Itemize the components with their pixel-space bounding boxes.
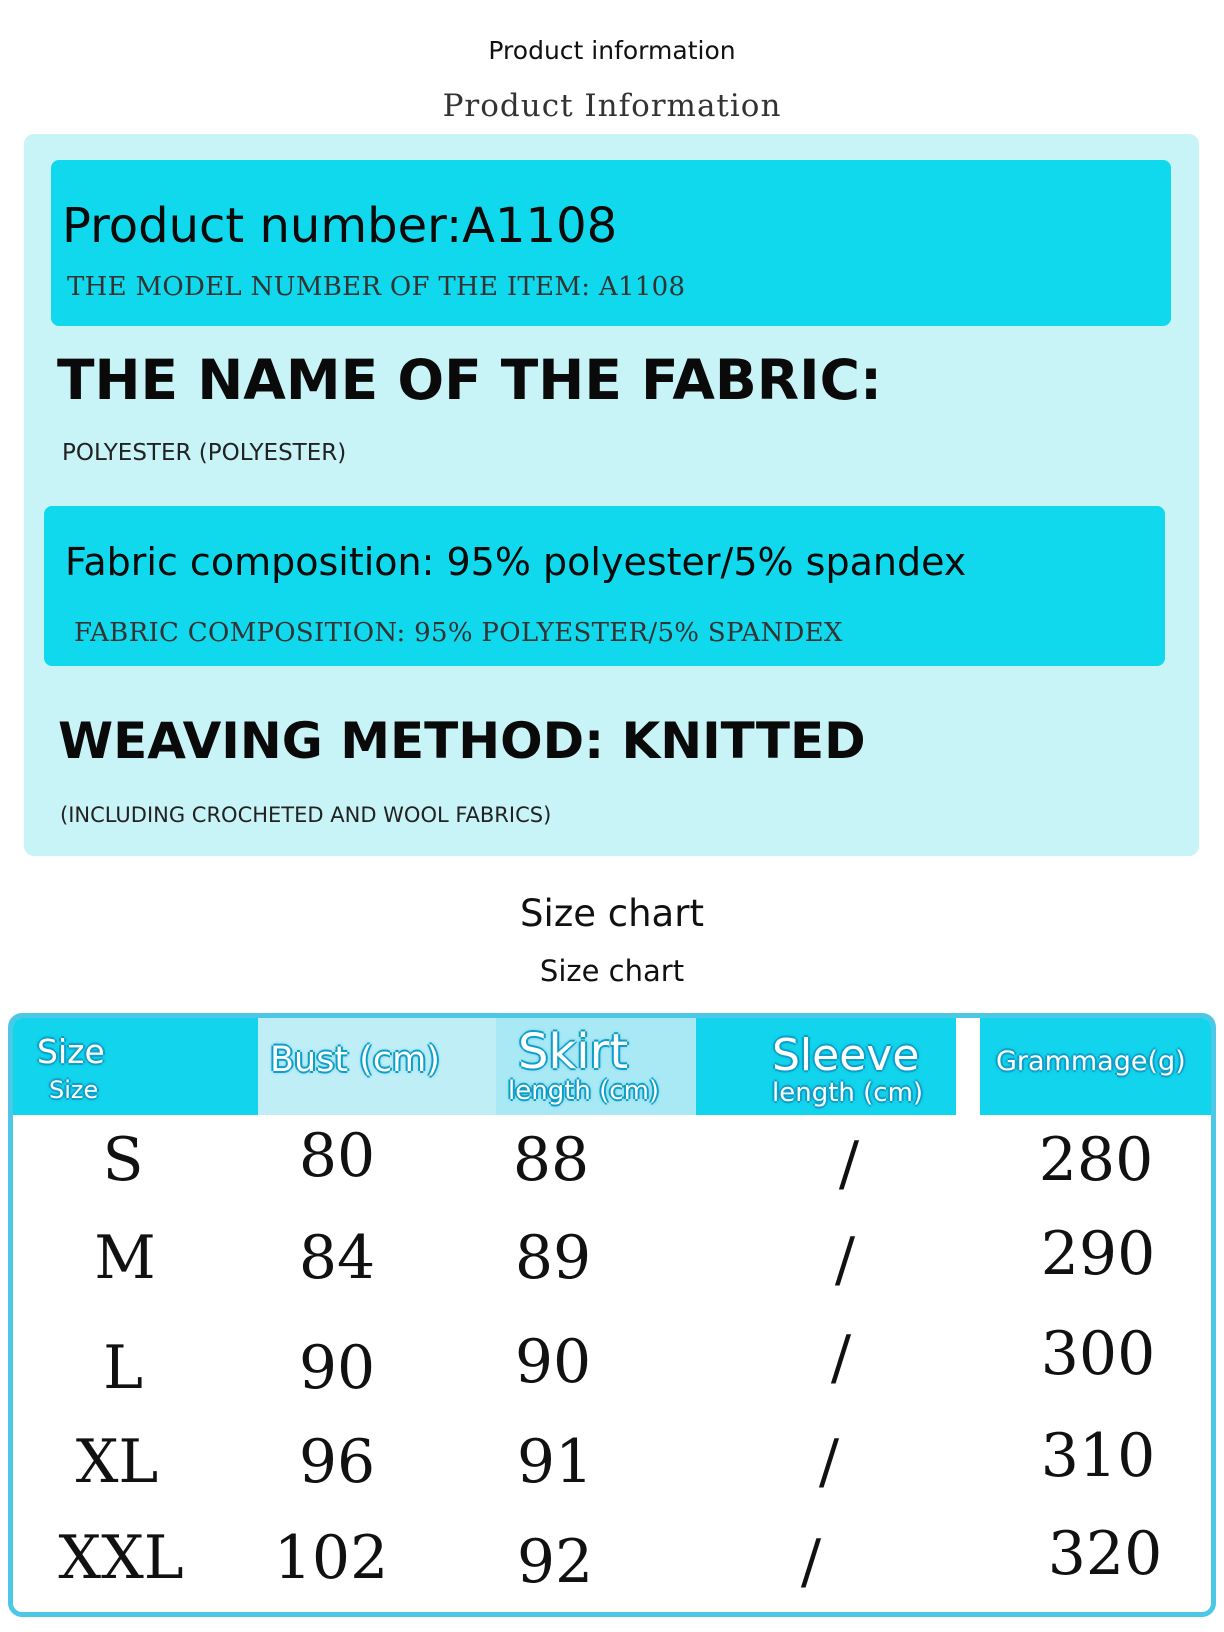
fabric-composition: Fabric composition: 95% polyester/5% spandex	[65, 540, 967, 584]
header-cell-skirt	[496, 1018, 696, 1115]
fabric-composition-sub: FABRIC COMPOSITION: 95% POLYESTER/5% SPANDEX	[74, 618, 843, 648]
page-subtitle: Product Information	[442, 88, 782, 124]
model-number: THE MODEL NUMBER OF THE ITEM: A1108	[67, 272, 686, 302]
header-cell-divider	[956, 1018, 980, 1115]
table-cell-skirt: 89	[514, 1223, 592, 1293]
header-cell-bust	[258, 1018, 496, 1115]
table-cell-bust: 84	[298, 1223, 376, 1293]
weaving-method-sub: (INCLUDING CROCHETED AND WOOL FABRICS)	[60, 803, 552, 827]
page-title: Product information	[488, 36, 736, 65]
table-cell-bust: 80	[298, 1121, 376, 1191]
table-cell-grammage: 320	[1047, 1519, 1163, 1589]
header-label-size: Size	[37, 1032, 105, 1071]
header-sublabel-skirt: length (cm)	[508, 1076, 660, 1106]
table-cell-skirt: 92	[516, 1527, 594, 1597]
table-cell-sleeve: /	[834, 1225, 856, 1295]
table-cell-size: L	[103, 1333, 143, 1403]
size-chart-title: Size chart	[520, 892, 704, 935]
table-cell-grammage: 310	[1040, 1421, 1156, 1491]
table-cell-size: S	[102, 1125, 144, 1195]
table-cell-grammage: 300	[1040, 1319, 1156, 1389]
table-cell-size: XL	[75, 1427, 159, 1497]
header-cell-grammage	[980, 1018, 1211, 1115]
table-cell-grammage: 290	[1040, 1219, 1156, 1289]
header-cell-gap	[696, 1018, 756, 1115]
table-cell-bust: 90	[298, 1333, 376, 1403]
table-cell-grammage: 280	[1038, 1125, 1154, 1195]
table-cell-bust: 96	[298, 1427, 376, 1497]
table-cell-size: XXL	[58, 1523, 184, 1593]
table-cell-sleeve: /	[800, 1527, 822, 1597]
product-number: Product number:A1108	[62, 198, 618, 254]
header-label-bust: Bust (cm)	[270, 1040, 440, 1080]
table-cell-sleeve: /	[830, 1323, 852, 1393]
header-label-skirt: Skirt	[518, 1024, 629, 1080]
table-cell-skirt: 91	[516, 1427, 594, 1497]
header-cell-sleeve	[756, 1018, 956, 1115]
header-label-grammage: Grammage(g)	[996, 1046, 1186, 1077]
table-cell-skirt: 90	[514, 1327, 592, 1397]
table-cell-size: M	[94, 1223, 156, 1293]
size-chart-subtitle: Size chart	[539, 954, 685, 988]
header-label-sleeve: Sleeve	[772, 1030, 920, 1081]
size-table	[8, 1013, 1216, 1617]
table-cell-sleeve: /	[838, 1129, 860, 1199]
table-header	[13, 1018, 1211, 1115]
header-sublabel-size: Size	[49, 1076, 99, 1104]
fabric-name-value: POLYESTER (POLYESTER)	[62, 440, 347, 466]
header-sublabel-sleeve: length (cm)	[772, 1078, 924, 1108]
weaving-method: WEAVING METHOD: KNITTED	[58, 712, 866, 770]
table-cell-skirt: 88	[512, 1125, 590, 1195]
table-cell-sleeve: /	[818, 1427, 840, 1497]
fabric-name-label: THE NAME OF THE FABRIC:	[57, 348, 882, 412]
table-cell-bust: 102	[273, 1523, 389, 1593]
header-cell-size	[13, 1018, 258, 1115]
